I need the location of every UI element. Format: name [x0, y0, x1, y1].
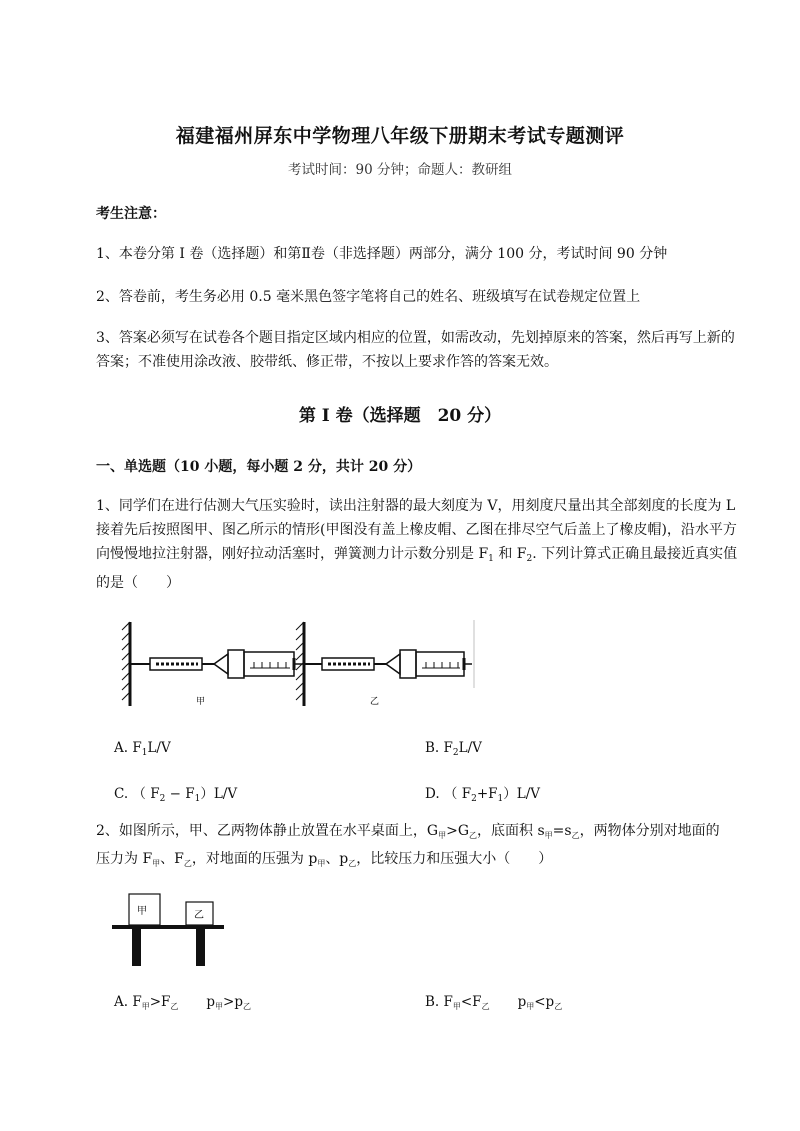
q2-text-part: ，对地面的压强为 p: [191, 851, 318, 867]
q1-option-d-text: D. （ F: [425, 786, 472, 802]
notice-heading: 考生注意：: [96, 206, 166, 222]
q2-sub: 乙: [183, 859, 192, 868]
q2-sub: 甲: [438, 831, 447, 840]
q2-text-part: 压力为 F: [96, 851, 153, 867]
q2-option-b-text: p: [517, 994, 527, 1010]
q1-option-c-sub: 1: [194, 794, 201, 804]
q1-figure-yi: [296, 620, 474, 707]
q2-text-part: ，比较压力和压强大小（ ）: [356, 851, 553, 867]
q2-option-a-sub: 甲: [215, 1002, 224, 1011]
q2-block-jia-label: 甲: [137, 906, 147, 917]
q2-text-part: =s: [552, 823, 572, 839]
q1-text-part: 和 F: [493, 546, 527, 562]
q1-option-c-text: C. （ F: [114, 786, 160, 802]
q2-text-part: ，两物体分别对地面的: [579, 823, 720, 839]
q2-option-b[interactable]: [425, 994, 562, 1012]
part-heading: 一、单选题（10 小题，每小题 2 分，共计 20 分）: [96, 459, 422, 475]
q2-option-b-sub: 乙: [481, 1002, 490, 1011]
q1-figure: [118, 618, 478, 710]
q2-sub: 甲: [544, 831, 553, 840]
q2-option-a-text: >F: [149, 994, 171, 1010]
q2-option-b-text: B. F: [425, 994, 453, 1010]
q2-block-yi-label: 乙: [194, 910, 204, 921]
q1-option-d-text: +F: [476, 786, 498, 802]
notice-item-1: 1、本卷分第 I 卷（选择题）和第Ⅱ卷（非选择题）两部分，满分 100 分，考试时间 90 分钟: [96, 246, 668, 262]
q2-option-b-sub: 甲: [526, 1002, 535, 1011]
q2-text-part: 、p: [325, 851, 349, 867]
q2-option-a-sub: 乙: [243, 1002, 252, 1011]
q1-option-b[interactable]: [425, 740, 482, 758]
q2-option-b-text: <F: [460, 994, 482, 1010]
q1-figure-jia: [122, 622, 304, 707]
q2-option-a-sub: 甲: [141, 1002, 150, 1011]
q2-table-top: [112, 925, 224, 929]
question-1-text: [96, 494, 748, 595]
question-2-line-2: [96, 847, 756, 876]
q2-sub: 乙: [469, 831, 478, 840]
q1-option-a-text: A. F: [114, 740, 142, 756]
q2-sub: 乙: [571, 831, 580, 840]
exam-subtitle: 考试时间：90 分钟；命题人：教研组: [288, 162, 512, 178]
q2-text-part: 、F: [160, 851, 184, 867]
q2-option-a-sub: 乙: [170, 1002, 179, 1011]
q1-option-c-text: ）L/V: [200, 786, 238, 802]
q1-sub: 1: [488, 554, 494, 564]
notice-item-3: 3、答案必须写在试卷各个题目指定区域内相应的位置，如需改动，先划掉原来的答案，然后再写上新的答案；不准使用涂改液、胶带纸、修正带，不按以上要求作答的答案无效。: [96, 330, 735, 370]
q1-option-c[interactable]: [114, 782, 237, 804]
q1-option-c-text: − F: [165, 786, 195, 802]
section-title: 第 I 卷（选择题 20 分）: [298, 406, 502, 426]
q1-sub: 2: [526, 554, 533, 564]
q2-option-a[interactable]: [114, 994, 251, 1012]
q1-option-b-text: B. F: [425, 740, 453, 756]
q2-table-leg-left: [132, 929, 141, 966]
q2-option-b-text: <p: [534, 994, 555, 1010]
q2-figure: [112, 892, 226, 968]
q2-sub: 甲: [317, 859, 326, 868]
notice-item-2: 2、答卷前，考生务必用 0.5 毫米黑色签字笔将自己的姓名、班级填写在试卷规定位置上: [96, 289, 641, 305]
q2-text-part: ，底面积 s: [477, 823, 545, 839]
q2-text-part: 2、如图所示，甲、乙两物体静止放置在水平桌面上，G: [96, 823, 439, 839]
q2-table-leg-right: [196, 929, 205, 966]
q1-option-d-sub: 1: [497, 794, 504, 804]
q2-sub: 乙: [348, 859, 357, 868]
q1-option-b-text: L/V: [458, 740, 482, 756]
q1-figure-label-jia: 甲: [196, 697, 206, 707]
q2-option-a-text: A. F: [114, 994, 142, 1010]
q1-option-c-sub: 2: [159, 794, 166, 804]
q2-option-a-text: p: [206, 994, 216, 1010]
q1-text-part: . 下列计算式正确且最接近真实值的是（ ）: [96, 546, 738, 591]
q1-option-a-sub: 1: [141, 748, 148, 758]
q2-option-b-sub: 乙: [554, 1002, 563, 1011]
q1-option-b-sub: 2: [452, 748, 459, 758]
exam-title: 福建福州屏东中学物理八年级下册期末考试专题测评: [175, 125, 625, 147]
q2-option-b-sub: 甲: [452, 1002, 461, 1011]
q1-option-a-text: L/V: [147, 740, 171, 756]
q2-option-a-text: >p: [223, 994, 244, 1010]
question-2-line-1: [96, 819, 756, 848]
q1-text-part: 1、同学们在进行估测大气压实验时，读出注射器的最大刻度为 V，用刻度尺量出其全部刻度的长度为 L 接着先后按照图甲、图乙所示的情形(甲图没有盖上橡皮帽、乙图在排尽空气后盖上了橡皮帽)，沿水平方向慢慢地拉注射器，刚好拉动活塞时，弹簧测力计示数分别是 F: [96, 498, 737, 562]
q1-option-d-sub: 2: [471, 794, 477, 804]
q1-option-d[interactable]: [425, 782, 540, 804]
q2-text-part: >G: [446, 823, 470, 839]
q2-sub: 甲: [152, 859, 161, 868]
q1-option-a[interactable]: [114, 740, 171, 758]
q1-option-d-text: ）L/V: [503, 786, 541, 802]
q1-figure-label-yi: 乙: [370, 697, 380, 707]
